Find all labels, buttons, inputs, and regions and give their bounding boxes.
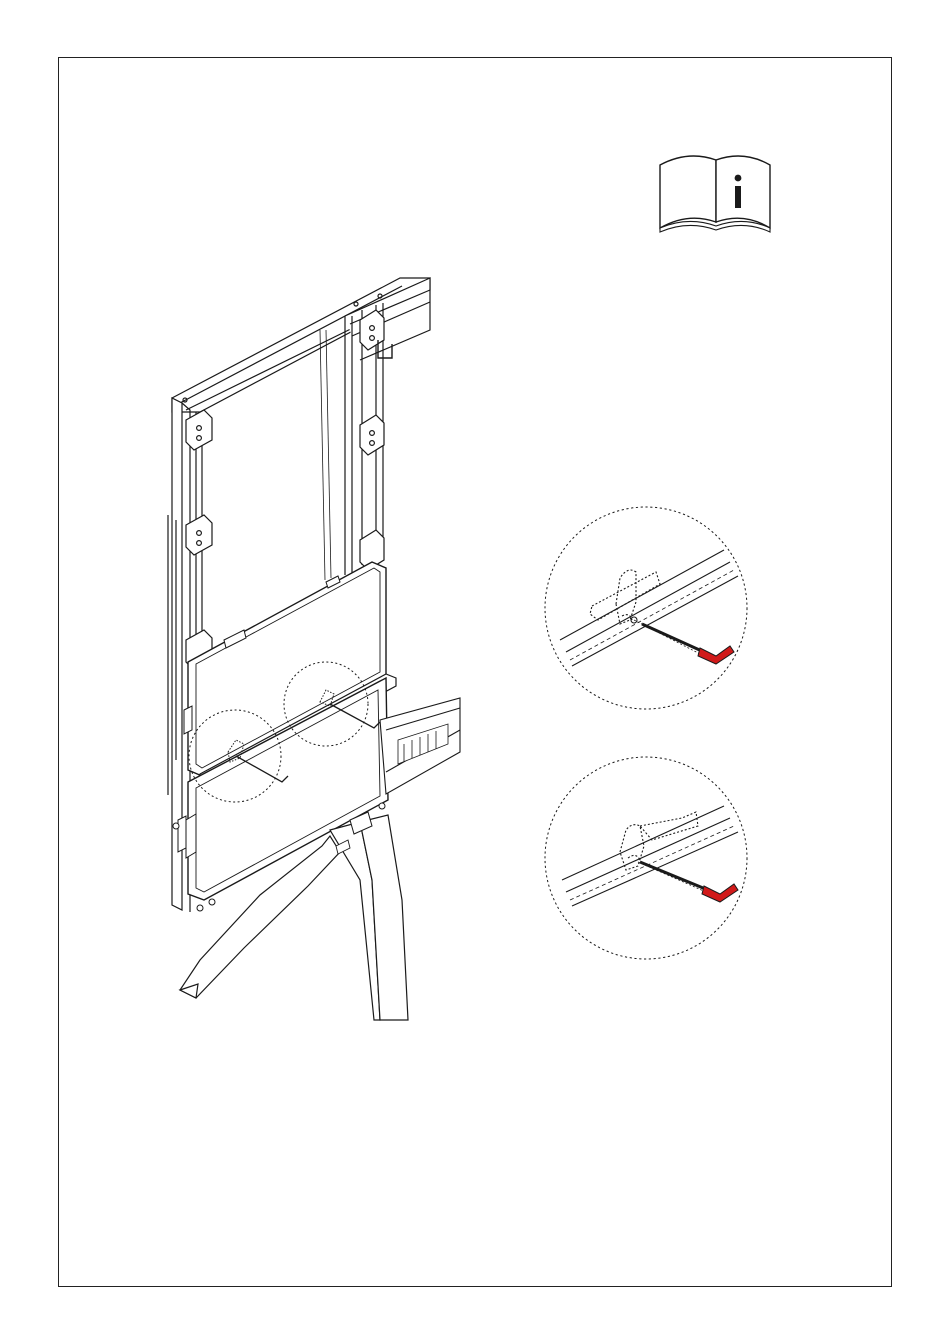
back-beam bbox=[380, 698, 460, 794]
detail-hook-locked bbox=[545, 757, 747, 959]
manual-info-icon bbox=[660, 156, 770, 232]
detail-hook-unlocked bbox=[545, 507, 747, 709]
bracket-right-middle bbox=[360, 415, 384, 455]
